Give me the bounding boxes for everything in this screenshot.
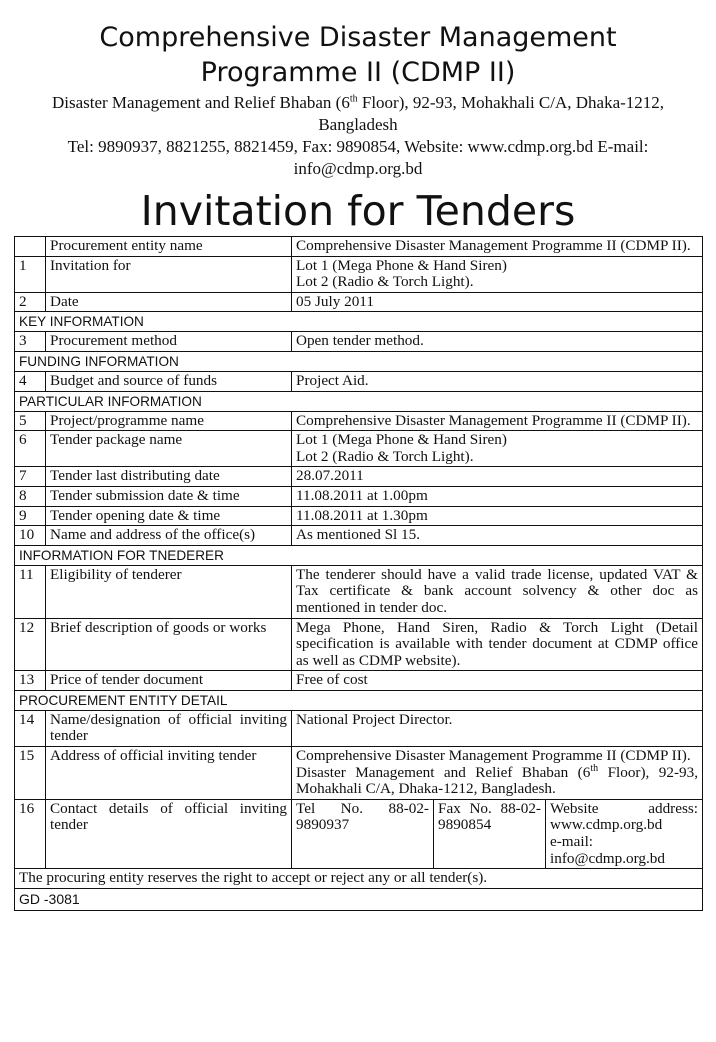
table-row <box>15 799 703 868</box>
section-row <box>15 351 703 371</box>
table-row <box>15 565 703 618</box>
value-line: Lot 2 (Radio & Torch Light). <box>296 447 474 465</box>
row-label: Price of tender document <box>46 671 292 691</box>
row-label: Eligibility of tenderer <box>46 565 292 618</box>
row-number: 10 <box>15 526 46 546</box>
row-label: Name and address of the office(s) <box>46 526 292 546</box>
table-row <box>15 292 703 312</box>
address-part: Floor), 92-93, Mohakhali C/A, Dhaka-1212, Bangladesh <box>318 93 665 134</box>
contact-website: Website address: www.cdmp.org.bd <box>550 799 698 834</box>
row-label: Project/programme name <box>46 411 292 431</box>
page-title: Invitation for Tenders <box>140 187 576 235</box>
row-value: Comprehensive Disaster Management Programme II (CDMP II). <box>292 411 703 431</box>
section-heading-tenderer: INFORMATION FOR TNEDERER <box>15 545 703 565</box>
org-name-line1: Comprehensive Disaster Management <box>99 22 617 53</box>
row-value <box>292 747 703 800</box>
row-number: 4 <box>15 371 46 391</box>
org-name-line2: Programme II (CDMP II) <box>200 57 516 88</box>
table-row <box>15 618 703 671</box>
section-row <box>15 545 703 565</box>
row-value: Mega Phone, Hand Siren, Radio & Torch Light (Detail specification is available with tender document at CDMP office as well as CDMP website). <box>292 618 703 671</box>
table-row <box>15 411 703 431</box>
row-value: 28.07.2011 <box>292 467 703 487</box>
table-row <box>15 332 703 352</box>
table-row <box>15 237 703 257</box>
value-line: Lot 2 (Radio & Torch Light). <box>296 273 474 291</box>
row-label: Procurement entity name <box>46 237 292 257</box>
row-value: 05 July 2011 <box>292 292 703 312</box>
address-part: Disaster Management and Relief Bhaban (6 <box>51 93 350 112</box>
row-number <box>15 237 46 257</box>
row-number: 16 <box>15 799 46 868</box>
row-number: 3 <box>15 332 46 352</box>
footer-row <box>15 869 703 889</box>
row-number: 1 <box>15 256 46 292</box>
row-number: 7 <box>15 467 46 487</box>
footer-row <box>15 888 703 910</box>
table-row <box>15 671 703 691</box>
contact-tel: Tel No. 88-02-9890937 <box>292 799 434 868</box>
row-value: National Project Director. <box>292 710 703 746</box>
value-line <box>296 762 698 798</box>
section-row <box>15 391 703 411</box>
table-row <box>15 526 703 546</box>
contact-email: e-mail: info@cdmp.org.bd <box>550 833 665 867</box>
org-contact: Tel: 9890937, 8821255, 8821459, Fax: 9890854, Website: www.cdmp.org.bd E-mail: info@cdmp.org.bd <box>67 137 649 178</box>
section-heading-funding: FUNDING INFORMATION <box>15 351 703 371</box>
table-row <box>15 747 703 800</box>
row-number: 5 <box>15 411 46 431</box>
row-label: Tender submission date & time <box>46 486 292 506</box>
contact-fax: Fax No. 88-02-9890854 <box>434 799 546 868</box>
row-label: Budget and source of funds <box>46 371 292 391</box>
tender-table <box>14 236 703 911</box>
row-number: 8 <box>15 486 46 506</box>
row-label: Tender last distributing date <box>46 467 292 487</box>
value-part: Disaster Management and Relief Bhaban (6 <box>296 763 591 781</box>
row-label: Address of official inviting tender <box>46 747 292 800</box>
row-label: Brief description of goods or works <box>46 618 292 671</box>
table-row <box>15 371 703 391</box>
section-heading-key: KEY INFORMATION <box>15 312 703 332</box>
row-value: 11.08.2011 at 1.30pm <box>292 506 703 526</box>
section-heading-particular: PARTICULAR INFORMATION <box>15 391 703 411</box>
org-address-block <box>14 92 702 180</box>
row-label: Procurement method <box>46 332 292 352</box>
row-number: 9 <box>15 506 46 526</box>
row-label: Invitation for <box>46 256 292 292</box>
value-line: Comprehensive Disaster Management Programme II (CDMP II). <box>296 747 691 765</box>
row-value: Project Aid. <box>292 371 703 391</box>
footer-note: The procuring entity reserves the right to accept or reject any or all tender(s). <box>15 869 703 889</box>
row-value: Comprehensive Disaster Management Programme II (CDMP II). <box>292 237 703 257</box>
row-number: 2 <box>15 292 46 312</box>
row-label: Tender package name <box>46 431 292 467</box>
section-row <box>15 690 703 710</box>
row-label: Contact details of official inviting tender <box>46 799 292 868</box>
row-value <box>292 256 703 292</box>
row-number: 11 <box>15 565 46 618</box>
value-line: Lot 1 (Mega Phone & Hand Siren) <box>296 256 507 274</box>
table-row <box>15 486 703 506</box>
table-row <box>15 506 703 526</box>
row-number: 6 <box>15 431 46 467</box>
row-value: 11.08.2011 at 1.00pm <box>292 486 703 506</box>
row-number: 14 <box>15 710 46 746</box>
value-sup: th <box>590 762 599 774</box>
section-row <box>15 312 703 332</box>
row-label: Date <box>46 292 292 312</box>
row-value <box>292 431 703 467</box>
table-row <box>15 431 703 467</box>
address-sup: th <box>349 93 358 105</box>
table-row <box>15 710 703 746</box>
row-value: As mentioned Sl 15. <box>292 526 703 546</box>
section-heading-entity: PROCUREMENT ENTITY DETAIL <box>15 690 703 710</box>
row-label: Name/designation of official inviting tender <box>46 710 292 746</box>
row-number: 12 <box>15 618 46 671</box>
contact-web-email <box>546 799 703 868</box>
row-value: The tenderer should have a valid trade license, updated VAT & Tax certificate & bank account solvency & other doc as mentioned in tender doc. <box>292 565 703 618</box>
table-row <box>15 467 703 487</box>
row-number: 15 <box>15 747 46 800</box>
row-label: Tender opening date & time <box>46 506 292 526</box>
value-line: Lot 1 (Mega Phone & Hand Siren) <box>296 431 507 449</box>
table-row <box>15 256 703 292</box>
row-number: 13 <box>15 671 46 691</box>
gd-number: GD -3081 <box>15 888 703 910</box>
row-value: Open tender method. <box>292 332 703 352</box>
org-address <box>14 92 702 136</box>
value-part: Floor), 92-93, Mohakhali C/A, Dhaka-1212, Bangladesh. <box>296 763 698 798</box>
row-value: Free of cost <box>292 671 703 691</box>
